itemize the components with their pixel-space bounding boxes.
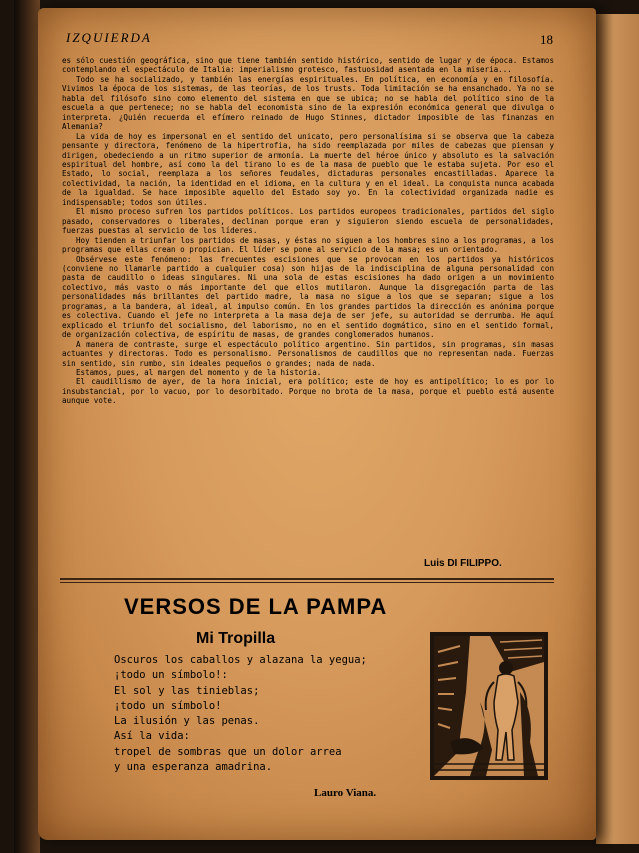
poem-line: Así la vida: — [114, 730, 190, 743]
article-paragraph: Estamos, pues, al margen del momento y de la historia. — [76, 367, 322, 377]
poem-line: ¡todo un símbolo!: — [114, 669, 228, 682]
article-paragraph: El caudillismo de ayer, de la hora inicial, era político; este de hoy es antipolítico; lo es por lo insubstancial, por lo vacuo, por lo desorbitado. Porque no brota de la masa, porque el pueblo está ausente aunque vote. — [62, 377, 554, 406]
poem-line: Oscuros los caballos y alazana la yegua; — [114, 654, 367, 666]
poem-line: El sol y las tinieblas; — [114, 684, 260, 697]
poem-line: tropel de sombras que un dolor arrea — [114, 745, 342, 758]
woodcut-illustration — [430, 632, 548, 780]
article-paragraph: Todo se ha socializado, y también las energías espirituales. En política, en economía y en filosofía. Vivimos la época de los sistemas, de las teorías, de los trusts. Toda limitación se ha ensanchado. Ya no se habla del filósofo sino como elemento del sistema en que se ubica; no se habla del político sino de la escuela a que pertenece; no se habla del economista sino de la expresión económica general que divulga o interpreta. ¿Quién recuerda el efímero reinado de Hugo Stinnes, dictador imposible de las finanzas en Alemania? — [62, 74, 554, 132]
article-paragraph: A manera de contraste, surge el espectáculo político argentino. Sin partidos, sin programas, sin masas actuantes y directoras. Todo es personalismo. Personalismos de caudillos que no representan nada. Fuerzas sin sentido, sin rumbo, sin ideales pequeños o grandes; nada de nada. — [62, 339, 554, 368]
article-paragraph: Obsérvese este fenómeno: las frecuentes escisiones que se provocan en los partidos ya históricos (conviene no llamarle partido a cualquier cosa) son hijas de la indisciplina de alguna personalidad con pasta de caudillo o ideas singulares. Ni una sola de estas escisiones ha dado origen a un movimiento colectivo, más vasto o más importante del que ellos mutilaron. Aunque la disgregación parta de las personalidades más brillantes del partido madre, la masa no sigue a los que se separan; sigue a los programas, a la bandera, al ideal, al impulso común. En los grandes partidos la dirección es anónima porque es colectiva. Cuando el jefe no interpreta a la masa deja de ser jefe, su autoridad se derrumba. He aquí explicado el triunfo del socialismo, del laborismo, no en el sentido dogmático, sino en el sentido formal, de organización colectiva, de espíritu de masas, de grandes conglomerados humanos. — [62, 254, 554, 340]
article-signature: Luis DI FILIPPO. — [424, 558, 502, 569]
article-paragraph: El mismo proceso sufren los partidos políticos. Los partidos europeos tradicionales, partidos del siglo pasado, conservadores o liberales, declinan porque eran y siguieron siendo escuela de personalidades, fuerzas puestas al servicio de los líderes. — [62, 207, 554, 236]
article-body — [62, 56, 554, 406]
poem-body — [114, 653, 367, 775]
section-divider-thin — [60, 582, 554, 583]
article-paragraph: es sólo cuestión geográfica, sino que tiene también sentido histórico, sentido de lugar y de época. Estamos contemplando el espectáculo de Italia: imperialismo grotesco, fastuosidad asentada en la miseria... — [62, 56, 554, 75]
book-spine-shadow — [14, 0, 40, 853]
poetry-section-title: VERSOS DE LA PAMPA — [124, 594, 388, 619]
poem-line: ¡todo un símbolo! — [114, 699, 222, 712]
adjacent-page-edge — [596, 14, 639, 844]
poem-author: Lauro Viana. — [314, 787, 377, 799]
running-header-title: IZQUIERDA — [66, 30, 152, 45]
article-paragraph: La vida de hoy es impersonal en el sentido del unicato, pero personalísima si se observa que la cabeza pensante y directora, fenómeno de la hipertrofia, ha sido reemplazada por miles de cabezas que piensan y dirigen, obedeciendo a un ritmo superior de armonía. La muerte del héroe único y absoluto es la salvación espiritual del hombre, así como la del tirano lo es de la masa de pueblo que le estaba sujeta. Por eso el Estado, lo social, reemplaza a los señores feudales, dictaduras personales encastilladas. Aparece la colectividad, la nación, la identidad en el idioma, en la cultura y en el ideal. La conquista nunca acabada de la igualdad. Se hace imposible aquello del Estado soy yo. En la colectividad organizada nadie es indispensable; todos son útiles. — [62, 131, 554, 207]
page-number: 18 — [540, 32, 553, 47]
section-divider — [60, 578, 554, 580]
poem-line: y una esperanza amadrina. — [114, 761, 273, 774]
article-paragraph: Hoy tienden a triunfar los partidos de masas, y éstas no siguen a los hombres sino a los programas, a los programas que ellas crean o propician. El líder se pone al servicio de la masa; es un orientado. — [62, 235, 554, 255]
poem-title: Mi Tropilla — [196, 630, 276, 647]
poem-line: La ilusión y las penas. — [114, 715, 260, 728]
